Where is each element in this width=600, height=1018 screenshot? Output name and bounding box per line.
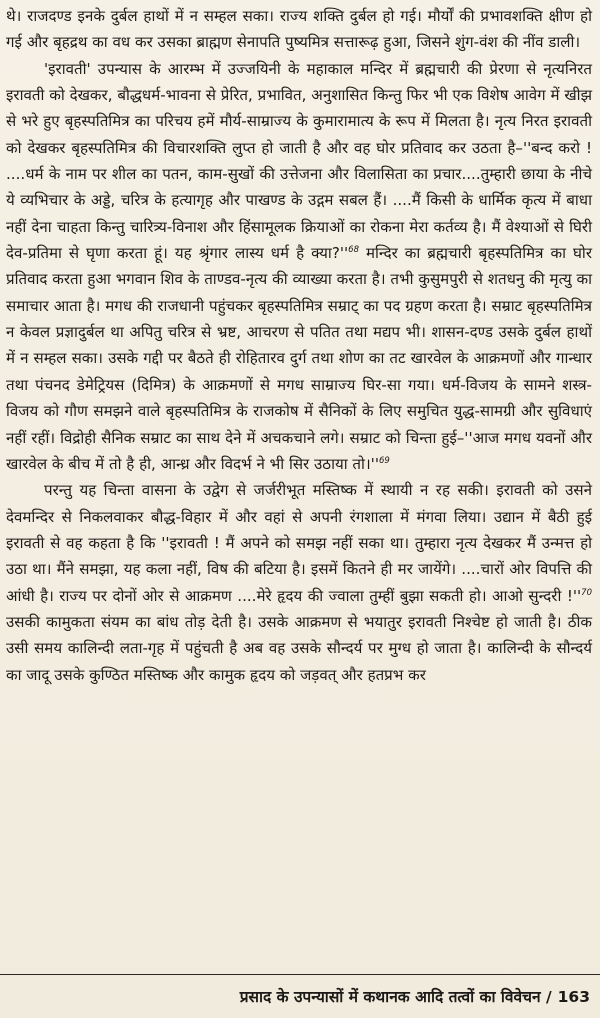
footer-separator: /: [545, 988, 552, 1006]
page-footer: [0, 974, 600, 1018]
text-run: थे। राजदण्ड इनके दुर्बल हाथों में न सम्हल सका। राज्य शक्ति दुर्बल हो गई। मौर्यों की प्रभावशक्ति क्षीण हो गई और बृहद्रथ का वध कर उसका ब्राह्मण सेनापति पुष्यमित्र सत्तारूढ़ हुआ, जिसने शुंग-वंश की नींव डाली।: [6, 7, 592, 52]
paragraph: [6, 56, 592, 478]
body-text: [6, 3, 592, 688]
text-run: परन्तु यह चिन्ता वासना के उद्वेग से जर्जरीभूत मस्तिष्क में स्थायी न रह सकी। इरावती को उसने देवमन्दिर से निकलवाकर बौद्ध-विहार में और वहां से अपनी रंगशाला में मंगवा लिया। उद्यान में बैठी हुई इरावती से वह कहता है कि ''इरावती ! मैं अपने को समझ नहीं सका था। तुम्हारा नृत्य देखकर मैं उन्मत्त हो उठा था। मैंने समझा, यह कला नहीं, विष की बटिया है। इसमें कितने ही मर जायेंगे। ....चारों ओर विपत्ति की आंधी है। राज्य पर दोनों ओर से आक्रमण ....मेरे हृदय की ज्वाला तुम्हीं बुझा सकती हो। आओ सुन्दरी !'': [6, 481, 592, 605]
text-run: 'इरावती' उपन्यास के आरम्भ में उज्जयिनी के महाकाल मन्दिर में ब्रह्मचारी की प्रेरणा से नृत्यनिरत इरावती को देखकर, बौद्धधर्म-भावना से प्रेरित, प्रभावित, अनुशासित किन्तु फिर भी एक विशेष आवेग में खीझ से भरे हुए बृहस्पतिमित्र का परिचय हमें मौर्य-साम्राज्य के कुमारामात्य के रूप में मिलता है। नृत्य निरत इरावती को देखकर बृहस्पतिमित्र की विचारशक्ति लुप्त हो जाती है और वह घोर प्रतिवाद कर उठता है–''बन्द करो ! ....धर्म के नाम पर शील का पतन, काम-सुखों की उत्तेजना और विलासिता का प्रचार....तुम्हारी छाया के नीचे ये व्यभिचार के अड्डे, चरित्र के हत्यागृह और पाखण्ड के उद्गम सबल हैं। ....मैं किसी के धार्मिक कृत्य में बाधा नहीं देना चाहता किन्तु चारित्र्य-विनाश और हिंसामूलक क्रियाओं का रोकना मेरा कर्तव्य है। मैं वेश्याओं से घिरी देव-प्रतिमा से घृणा करता हूं। यह श्रृंगार लास्य धर्म है क्या?'': [6, 59, 592, 263]
footnote-ref: 68: [348, 245, 359, 256]
paragraph: [6, 477, 592, 688]
footnote-ref: 69: [378, 455, 390, 466]
footnote-ref: 70: [581, 587, 592, 598]
text-run: मन्दिर का ब्रह्मचारी बृहस्पतिमित्र का घोर प्रतिवाद करता हुआ भगवान शिव के ताण्डव-नृत्य की व्याख्या करता है। तभी कुसुमपुरी से शतधनु की मृत्यु का समाचार आता है। मगध की राजधानी पहुंचकर बृहस्पतिमित्र सम्राट् का पद ग्रहण करता है। सम्राट बृहस्पतिमित्र न केवल प्रज्ञादुर्बल था अपितु चरित्र से भ्रष्ट, आचरण से पतित तथा मद्यप भी। शासन-दण्ड उसके दुर्बल हाथों में न सम्हल सका। उसके गद्दी पर बैठते ही रोहितारव दुर्ग तथा शोण का तट खारवेल के आक्रमणों और गान्धार तथा पंचनद डेमेट्रियस (दिमित्र) के आक्रमणों से मगध साम्राज्य घिर-सा गया। धर्म-विजय के सामने शस्त्र-विजय को गौण समझने वाले बृहस्पतिमित्र के राजकोष में सैनिकों के लिए समुचित युद्ध-सामग्री और सुविधाएं नहीं रहीं। विद्रोही सैनिक सम्राट का साथ देने में अचकचाने लगे। सम्राट को चिन्ता हुई–''आज मगध यवनों और खारवेल के बीच में तो है ही, आन्ध्र और विदर्भ ने भी सिर उठाया तो।'': [6, 244, 592, 473]
page-number: 163: [557, 988, 590, 1006]
paragraph: [6, 3, 592, 56]
running-title: प्रसाद के उपन्यासों में कथानक आदि तत्वों का विवेचन: [239, 988, 541, 1006]
text-run: उसकी कामुकता संयम का बांध तोड़ देती है। उसके आक्रमण से भयातुर इरावती निश्चेष्ट हो जाती है। ठीक उसी समय कालिन्दी लता-गृह में पहुंचती है अब वह उसके सौन्दर्य पर मुग्ध हो जाता है। कालिन्दी के सौन्दर्य का जादू उसके कुण्ठित मस्तिष्क और कामुक हृदय को जड़वत् और हतप्रभ कर: [6, 612, 592, 684]
footer-line: [240, 985, 590, 1007]
